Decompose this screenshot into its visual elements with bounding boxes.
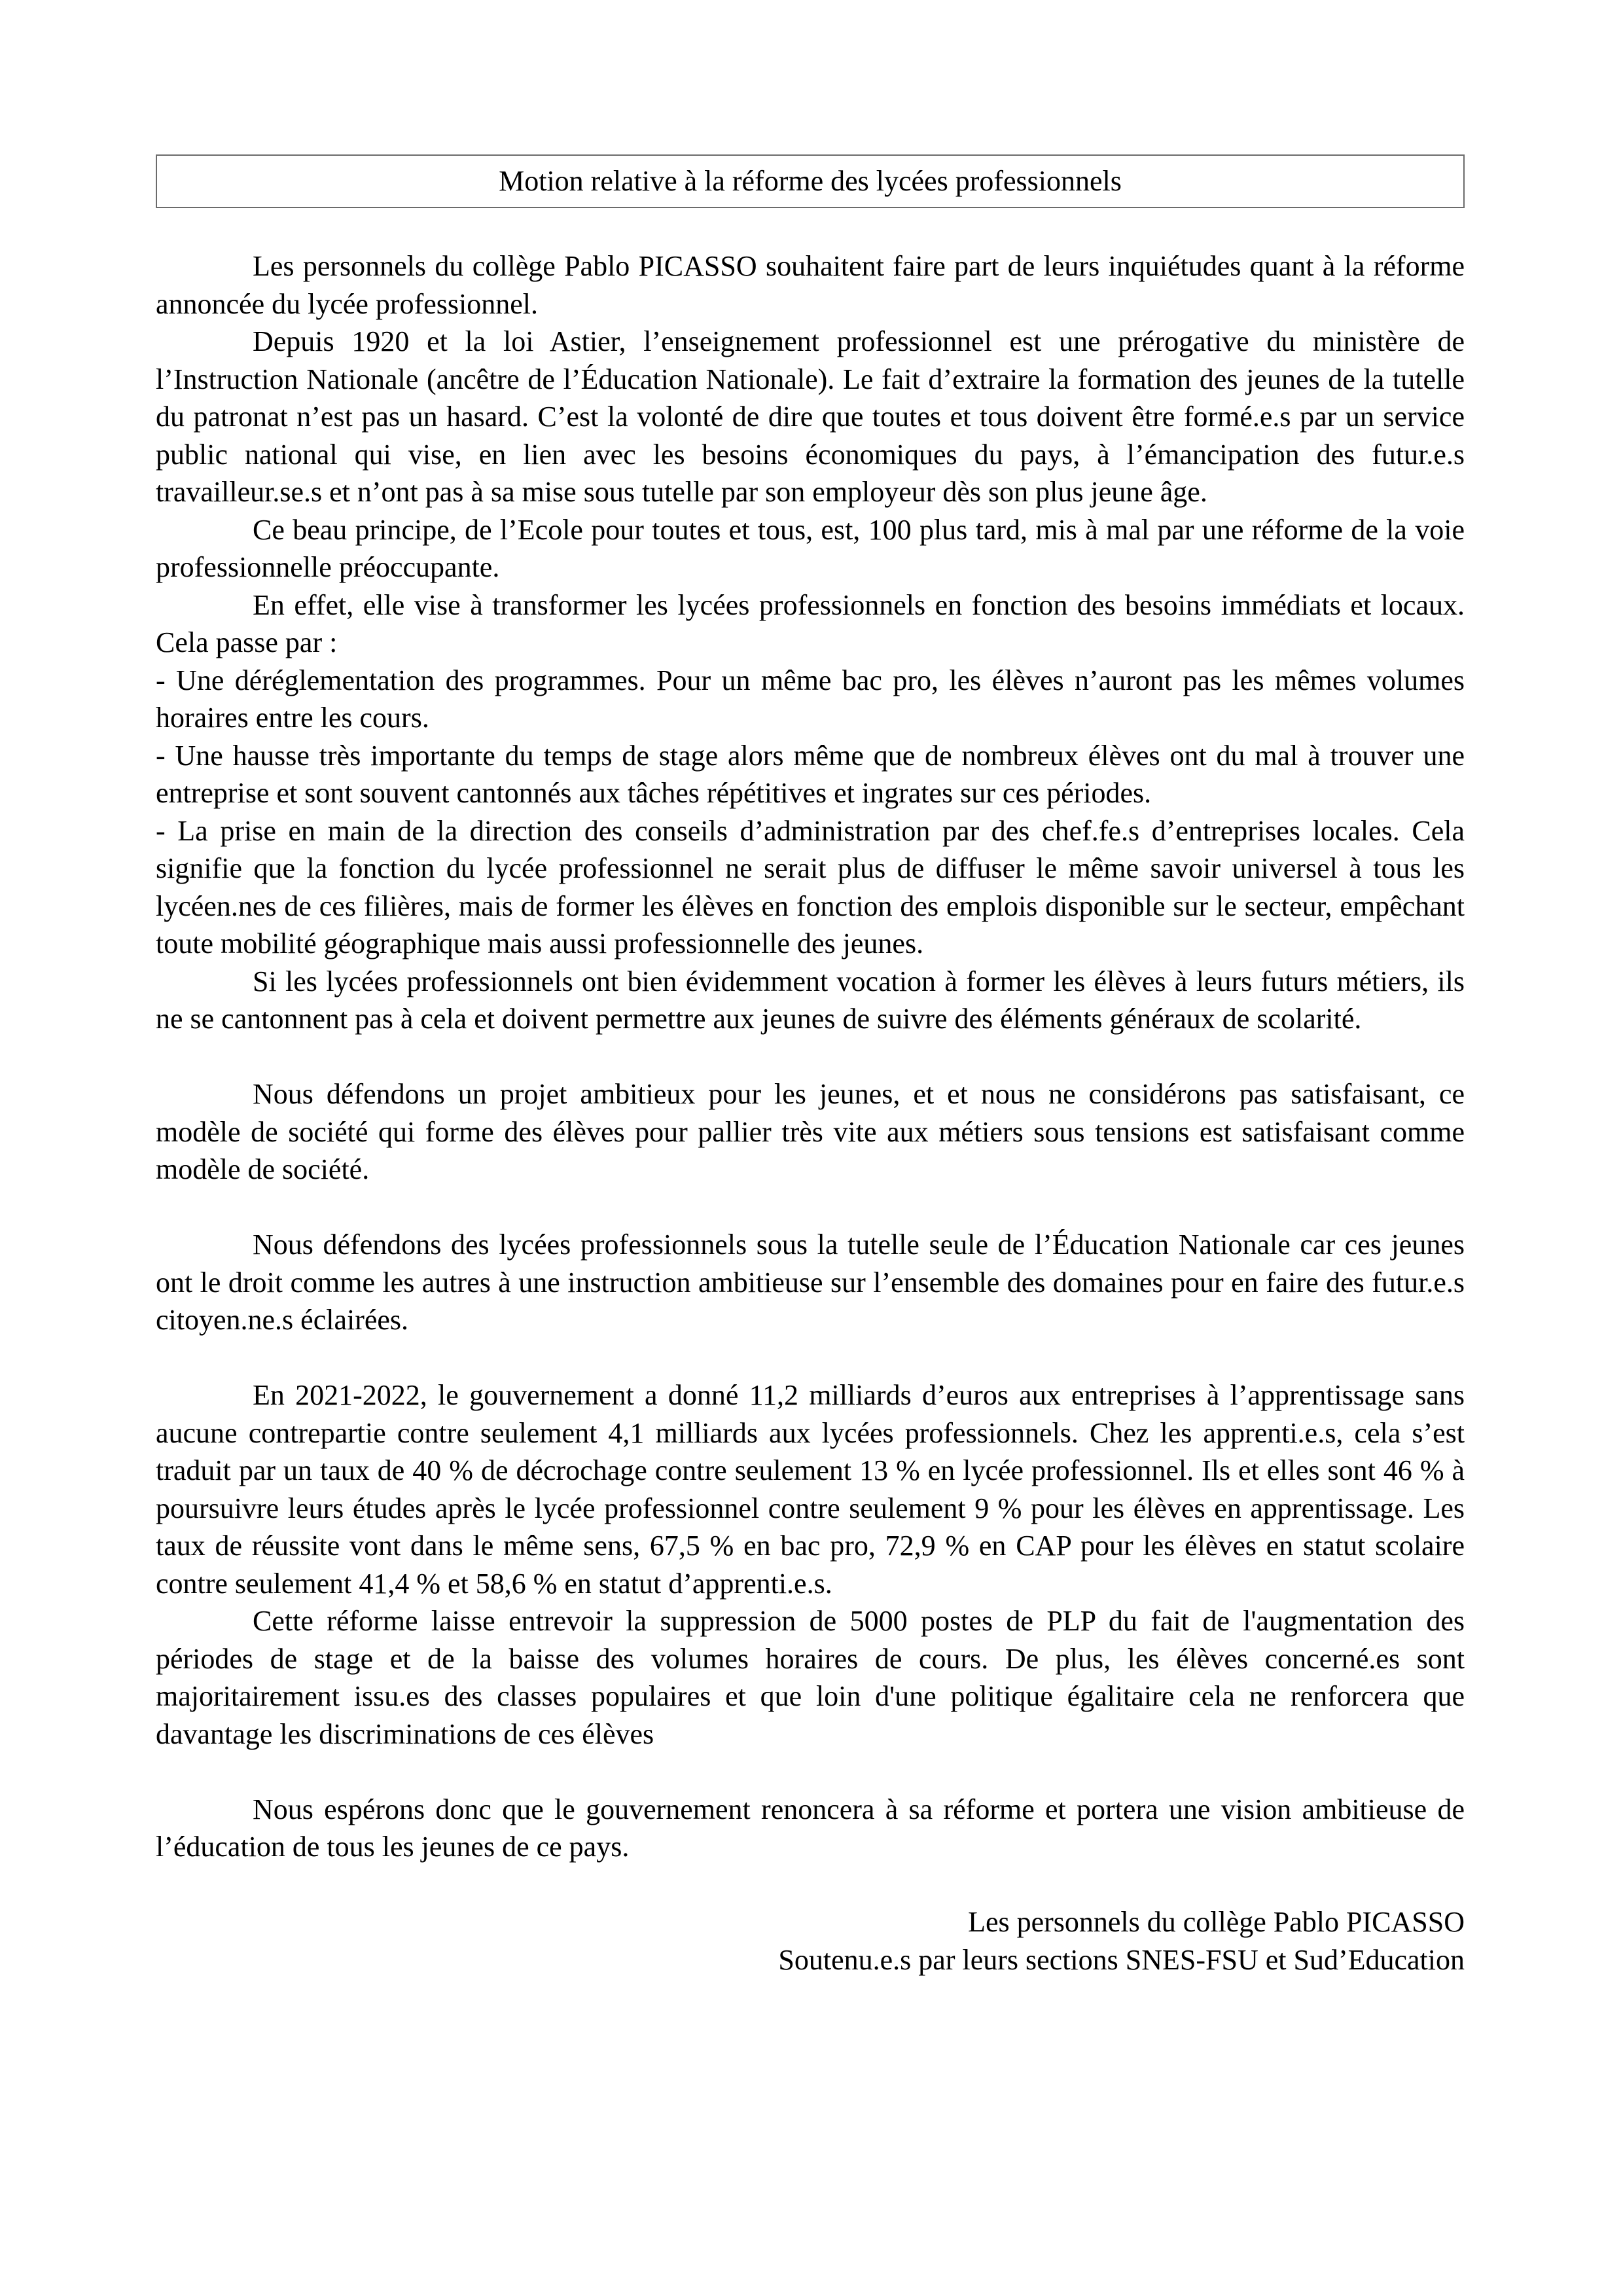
paragraph-effects: En effet, elle vise à transformer les lycées professionnels en fonction des besoins immédiats et locaux. Cela passe par : (156, 588, 1465, 658)
signature-line-1: Les personnels du collège Pablo PICASSO (968, 1906, 1465, 1938)
list-item: - Une déréglementation des programmes. Pour un même bac pro, les élèves n’auront pas les mêmes volumes horaires entre les cours. (156, 664, 1465, 734)
paragraph-tutelle: Nous défendons des lycées professionnels sous la tutelle seule de l’Éducation Nationale car ces jeunes ont le droit comme les autres à une instruction ambitieuse sur l’ensemble des domaines pour en faire des futur.e.s citoyen.ne.s éclairées. (156, 1229, 1465, 1336)
paragraph-project: Nous défendons un projet ambitieux pour les jeunes, et et nous ne considérons pas satisfaisant, ce modèle de société qui forme des élèves pour pallier très vite aux métiers sous tensions est satisfaisant comme modèle de société. (156, 1078, 1465, 1185)
paragraph-suppression: Cette réforme laisse entrevoir la suppression de 5000 postes de PLP du fait de l'augmentation des périodes de stage et de la baisse des volumes horaires de cours. De plus, les élèves concerné.es sont majoritairement issu.es des classes populaires et que loin d'une politique égalitaire cela ne renforcera que davantage les discriminations de ces élèves (156, 1605, 1465, 1750)
paragraph-history: Depuis 1920 et la loi Astier, l’enseignement professionnel est une prérogative du ministère de l’Instruction Nationale (ancêtre de l’Éducation Nationale). Le fait d’extraire la formation des jeunes de la tutelle du patronat n’est pas un hasard. C’est la volonté de dire que toutes et tous doivent être formé.e.s par un service public national qui vise, en lien avec les besoins économiques du pays, à l’émancipation des futur.e.s travailleur.se.s et n’ont pas à sa mise sous tutelle par son employeur dès son plus jeune âge. (156, 325, 1465, 508)
spacer (156, 1189, 1465, 1227)
signature-line-2: Soutenu.e.s par leurs sections SNES-FSU et Sud’Education (778, 1943, 1465, 1976)
paragraph-intro: Les personnels du collège Pablo PICASSO souhaitent faire part de leurs inquiétudes quant à la réforme annoncée du lycée professionnel. (156, 250, 1465, 320)
paragraph-principle: Ce beau principe, de l’Ecole pour toutes et tous, est, 100 plus tard, mis à mal par une réforme de la voie professionnelle préoccupante. (156, 513, 1465, 583)
document-page (156, 154, 1465, 1979)
list-item: - Une hausse très importante du temps de stage alors même que de nombreux élèves ont du mal à trouver une entreprise et sont souvent cantonnés aux tâches répétitives et ingrates sur ces périodes. (156, 739, 1465, 809)
spacer (156, 1753, 1465, 1791)
paragraph-vocation: Si les lycées professionnels ont bien évidemment vocation à former les élèves à leurs futurs métiers, ils ne se cantonnent pas à cela et doivent permettre aux jeunes de suivre des éléments généraux de scolarité. (156, 965, 1465, 1035)
spacer (156, 1038, 1465, 1076)
signature-block (156, 1903, 1465, 1979)
paragraph-conclusion: Nous espérons donc que le gouvernement renoncera à sa réforme et portera une vision ambitieuse de l’éducation de tous les jeunes de ce pays. (156, 1793, 1465, 1863)
document-body (156, 247, 1465, 1866)
spacer (156, 1339, 1465, 1377)
title-box (156, 154, 1465, 208)
document-title: Motion relative à la réforme des lycées professionnels (499, 165, 1122, 198)
paragraph-figures: En 2021-2022, le gouvernement a donné 11,2 milliards d’euros aux entreprises à l’apprentissage sans aucune contrepartie contre seulement 4,1 milliards aux lycées professionnels. Chez les apprenti.e.s, cela s’est traduit par un taux de 40 % de décrochage contre seulement 13 % en lycée professionnel. Ils et elles sont 46 % à poursuivre leurs études après le lycée professionnel contre seulement 9 % pour les élèves en apprentissage. Les taux de réussite vont dans le même sens, 67,5 % en bac pro, 72,9 % en CAP pour les élèves en statut scolaire contre seulement 41,4 % et 58,6 % en statut d’apprenti.e.s. (156, 1379, 1465, 1600)
list-item: - La prise en main de la direction des conseils d’administration par des chef.fe.s d’entreprises locales. Cela signifie que la fonction du lycée professionnel ne serait plus de diffuser le même savoir universel à tous les lycéen.nes de ces filières, mais de former les élèves en fonction des emplois disponible sur le secteur, empêchant toute mobilité géographique mais aussi professionnelle des jeunes. (156, 814, 1465, 960)
